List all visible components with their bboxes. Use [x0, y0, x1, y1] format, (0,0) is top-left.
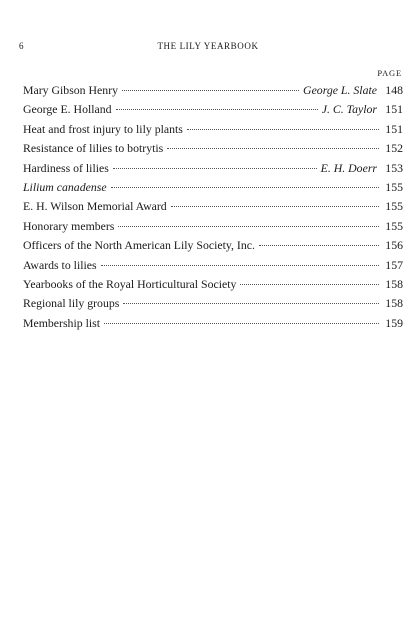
entry-page: 158 [385, 276, 403, 291]
toc-entry [23, 316, 403, 335]
page-column-heading: PAGE [377, 68, 402, 78]
entry-page: 156 [385, 238, 403, 253]
entry-page: 152 [385, 141, 403, 156]
toc-entry [23, 219, 403, 238]
entry-title: Resistance of lilies to botrytis [23, 141, 164, 156]
entry-title: Awards to lilies [23, 257, 97, 272]
entry-author: George L. Slate [303, 83, 377, 97]
entry-page: 159 [385, 315, 403, 330]
entry-page: 157 [385, 257, 403, 272]
toc-entry [23, 258, 403, 277]
toc-entry [23, 161, 403, 180]
toc-entry [23, 141, 403, 160]
entry-author: J. C. Taylor [321, 102, 377, 117]
dot-leader [259, 245, 379, 246]
page-number: 6 [19, 41, 24, 51]
dot-leader [116, 109, 318, 110]
toc-entry [23, 199, 403, 218]
dot-leader [240, 284, 379, 285]
running-head: THE LILY YEARBOOK [157, 41, 259, 51]
entry-page: 155 [385, 199, 403, 214]
dot-leader [122, 90, 299, 91]
entry-title: E. H. Wilson Memorial Award [23, 199, 167, 214]
entry-page: 151 [385, 121, 403, 136]
entry-title: Lilium canadense [23, 179, 107, 194]
entry-title: Heat and frost injury to lily plants [23, 121, 183, 136]
entry-title: George E. Holland [23, 102, 112, 117]
dot-leader [104, 323, 379, 324]
entry-page: 155 [385, 218, 403, 233]
toc-entry [23, 102, 403, 121]
toc-entry [23, 277, 403, 296]
entry-title: Yearbooks of the Royal Horticultural Society [23, 276, 237, 291]
entry-page: 158 [385, 296, 403, 311]
entry-title: Mary Gibson Henry [23, 83, 119, 97]
toc-entry [23, 238, 403, 257]
entry-page: 153 [385, 160, 403, 175]
entry-title: Hardiness of lilies [23, 160, 109, 175]
dot-leader [167, 148, 379, 149]
entry-author: E. H. Doerr [320, 160, 377, 175]
dot-leader [123, 303, 379, 304]
toc-entry [23, 122, 403, 141]
dot-leader [171, 206, 379, 207]
dot-leader [111, 187, 379, 188]
toc-entry [23, 83, 403, 102]
toc-entry [23, 180, 403, 199]
entry-page: 148 [385, 83, 403, 97]
entry-page: 155 [385, 179, 403, 194]
dot-leader [101, 265, 379, 266]
dot-leader [187, 129, 379, 130]
dot-leader [118, 226, 379, 227]
entry-title: Regional lily groups [23, 296, 120, 311]
dot-leader [113, 168, 317, 169]
entry-title: Officers of the North American Lily Society, Inc. [23, 238, 255, 253]
toc-entry [23, 296, 403, 315]
table-of-contents [23, 67, 403, 335]
entry-title: Honorary members [23, 218, 115, 233]
entry-page: 151 [385, 102, 403, 117]
entry-title: Membership list [23, 315, 101, 330]
